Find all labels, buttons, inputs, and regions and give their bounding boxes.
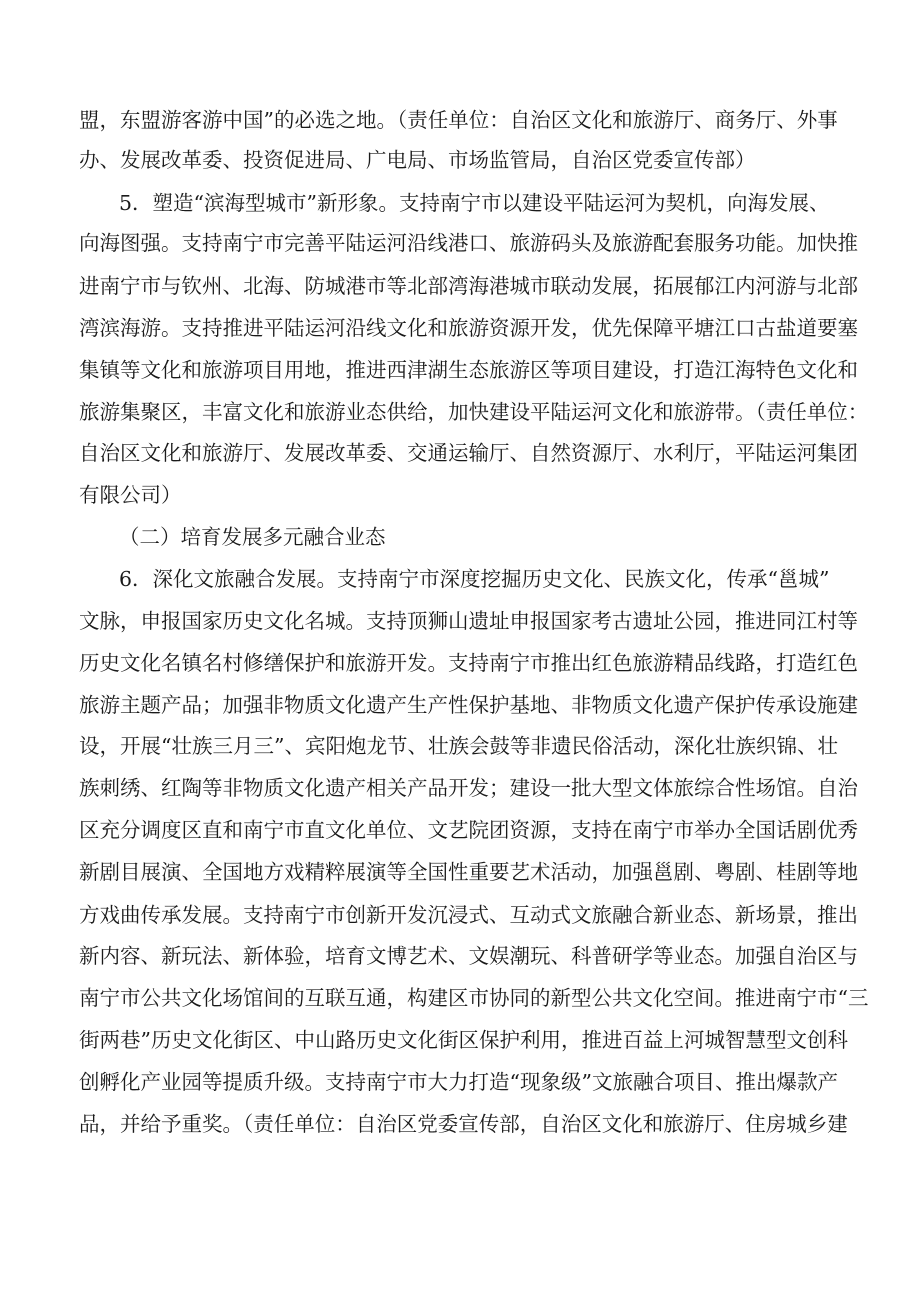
text-line: [0, 267, 920, 305]
line-text: 新剧目展演、全国地方戏精粹展演等全国性重要艺术活动，加强邕剧、粤剧、桂剧等地: [79, 860, 858, 884]
section-heading-text: （二）培育发展多元融合业态: [119, 525, 386, 549]
text-line: [0, 644, 920, 682]
line-text: 办、发展改革委、投资促进局、广电局、市场监管局，自治区党委宣传部）: [79, 148, 756, 172]
text-line: [0, 560, 920, 598]
line-text: 新内容、新玩法、新体验，培育文博艺术、文娱潮玩、科普研学等业态。加强自治区与: [79, 944, 858, 968]
line-text: 创孵化产业园等提质升级。支持南宁市大力打造“现象级”文旅融合项目、推出爆款产: [79, 1070, 838, 1094]
line-text: 盟，东盟游客游中国”的必选之地。（责任单位：自治区文化和旅游厅、商务厅、外事: [79, 108, 838, 132]
line-text: 族刺绣、红陶等非物质文化遗产相关产品开发；建设一批大型文体旅综合性场馆。自治: [79, 776, 858, 800]
text-line: [0, 602, 920, 640]
line-text: 自治区文化和旅游厅、发展改革委、交通运输厅、自然资源厅、水利厅，平陆运河集团: [79, 441, 858, 465]
text-line: [0, 811, 920, 849]
line-text: 区充分调度区直和南宁市直文化单位、文艺院团资源，支持在南宁市举办全国话剧优秀: [79, 818, 858, 842]
line-text: 品，并给予重奖。（责任单位：自治区党委宣传部，自治区文化和旅游厅、住房城乡建: [79, 1112, 848, 1136]
text-line: [0, 309, 920, 347]
text-line: [0, 1063, 920, 1101]
text-line: [0, 476, 920, 514]
section-heading: [0, 518, 920, 556]
text-line: [0, 1021, 920, 1059]
text-line: [0, 101, 920, 139]
line-text: 5．塑造“滨海型城市”新形象。支持南宁市以建设平陆运河为契机，向海发展、: [119, 191, 830, 215]
text-line: [0, 351, 920, 389]
line-text: 旅游集聚区，丰富文化和旅游业态供给，加快建设平陆运河文化和旅游带。（责任单位：: [79, 400, 869, 424]
text-line: [0, 1105, 920, 1143]
line-text: 文脉，申报国家历史文化名城。支持顶狮山遗址申报国家考古遗址公园，推进同江村等: [79, 609, 858, 633]
text-line: [0, 896, 920, 934]
line-text: 向海图强。支持南宁市完善平陆运河沿线港口、旅游码头及旅游配套服务功能。加快推: [79, 231, 858, 255]
line-text: 6．深化文旅融合发展。支持南宁市深度挖掘历史文化、民族文化，传承“邕城”: [119, 567, 830, 591]
line-text: 集镇等文化和旅游项目用地，推进西津湖生态旅游区等项目建设，打造江海特色文化和: [79, 358, 858, 382]
line-text: 方戏曲传承发展。支持南宁市创新开发沉浸式、互动式文旅融合新业态、新场景，推出: [79, 903, 858, 927]
line-text: 进南宁市与钦州、北海、防城港市等北部湾海港城市联动发展，拓展郁江内河游与北部: [79, 274, 858, 298]
line-text: 有限公司）: [79, 483, 182, 507]
text-line: [0, 979, 920, 1017]
text-line: [0, 727, 920, 765]
text-line: [0, 769, 920, 807]
line-text: 历史文化名镇名村修缮保护和旅游开发。支持南宁市推出红色旅游精品线路，打造红色: [79, 651, 858, 675]
line-text: 设，开展“壮族三月三”、宾阳炮龙节、壮族会鼓等非遗民俗活动，深化壮族织锦、壮: [79, 734, 838, 758]
text-line: [0, 393, 920, 431]
line-text: 旅游主题产品；加强非物质文化遗产生产性保护基地、非物质文化遗产保护传承设施建: [79, 693, 858, 717]
line-text: 湾滨海游。支持推进平陆运河沿线文化和旅游资源开发，优先保障平塘江口古盐道要塞: [79, 316, 858, 340]
line-text: 街两巷”历史文化街区、中山路历史文化街区保护利用，推进百益上河城智慧型文创科: [79, 1028, 848, 1052]
line-text: 南宁市公共文化场馆间的互联互通，构建区市协同的新型公共文化空间。推进南宁市“三: [79, 986, 869, 1010]
text-line: [0, 686, 920, 724]
text-line: [0, 141, 920, 179]
text-line: [0, 224, 920, 262]
text-line: [0, 853, 920, 891]
text-line: [0, 184, 920, 222]
text-line: [0, 937, 920, 975]
text-line: [0, 434, 920, 472]
